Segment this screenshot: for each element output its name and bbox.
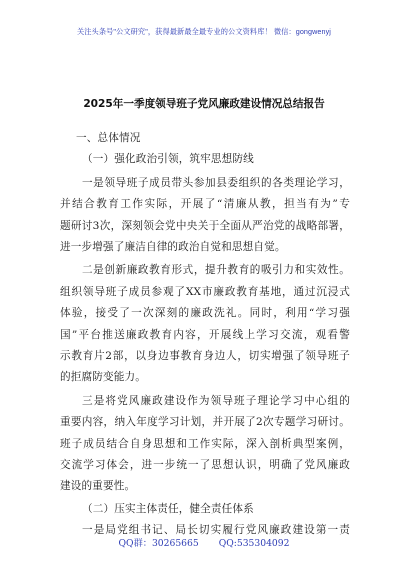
subsection-heading-2: （二）压实主体责任，健全责任体系 — [82, 502, 254, 515]
paragraph-line: 重要内容，纳入年度学习计划，并开展了2次专题学习研讨。 — [60, 416, 350, 429]
paragraph-line: 二是创新廉政教育形式，提升教育的吸引力和实效性。 — [82, 264, 350, 277]
paragraph-line: 示教育片2部，以身边事教育身边人，切实增强了领导班子 — [60, 350, 350, 362]
paragraph-line: 的拒腐防变能力。 — [60, 371, 146, 384]
section-heading-1: 一、总体情况 — [76, 132, 141, 144]
paragraph-line: 班子成员结合自身思想和工作实际，深入剖析典型案例， — [60, 437, 350, 450]
footer-qq-number: QQ:535304092 — [218, 538, 290, 549]
subsection-heading-1: （一）强化政治引领，筑牢思想防线 — [82, 153, 254, 166]
paragraph-line: 一是局党组书记、局长切实履行党风廉政建设第一责 — [82, 524, 350, 537]
paragraph-line: 体验，接受了一次深刻的廉政洗礼。同时，利用“学习强 — [60, 307, 350, 320]
paragraph-line: 组织领导班子成员参观了XX市廉政教育基地，通过沉浸式 — [60, 285, 350, 298]
paragraph-line: 并结合教育工作实际，开展了“清廉从教，担当有为”专 — [60, 198, 350, 211]
paragraph-line: 进一步增强了廉洁自律的政治自觉和思想自觉。 — [60, 241, 286, 253]
document-title: 2025年一季度领导班子党风廉政建设情况总结报告 — [83, 98, 325, 110]
paragraph-line: 国”平台推送廉政教育内容，开展线上学习交流，观看警 — [60, 328, 350, 341]
paragraph-line: 一是领导班子成员带头参加县委组织的各类理论学习， — [82, 176, 350, 189]
paragraph-line: 交流学习体会，进一步统一了思想认识，明确了党风廉政 — [60, 459, 350, 471]
paragraph-line: 题研讨3次，深刻领会党中央关于全面从严治党的战略部署， — [60, 219, 350, 232]
footer-qq-group: QQ群：30265665 — [118, 538, 199, 549]
header-banner: 关注头条号"公文研究"，获得最新最全最专业的公文资料库！ 微信：gongwenyj — [76, 27, 331, 36]
footer-contact — [0, 535, 408, 549]
paragraph-line: 建设的重要性。 — [60, 480, 136, 493]
paragraph-line: 三是将党风廉政建设作为领导班子理论学习中心组的 — [82, 394, 350, 407]
